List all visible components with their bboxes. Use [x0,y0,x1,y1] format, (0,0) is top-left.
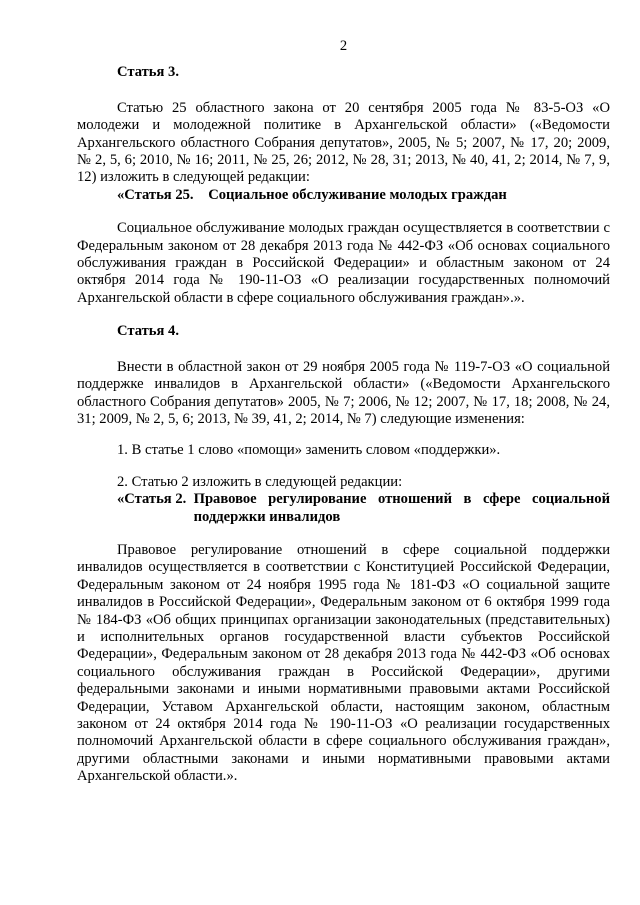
article-2-text: Правовое регулирование отношений в сфере социальной поддержки инвалидов осуществляется в соответствии с Конституцией Российской Федерации, Федеральным законом от 24 ноября 1995 года № 181-ФЗ «О социальной защите инвалидов в Российской Федерации», Федеральным законом от 6 октября 1999 года № 184-ФЗ «Об общих принципах организации законодательных (представительных) и исполнительных органов государственной власти субъектов Российской Федерации», Федеральным законом от 28 декабря 2013 года № 442-ФЗ «Об основах социального обслуживания граждан в Российской Федерации», другими федеральными законами и иными нормативными правовыми актами Российской Федерации, Уставом Архангельской области, настоящим законом, областным законом от 24 октября 2014 года № 190-11-ОЗ «О реализации государственных полномочий Архангельской области в сфере социального обслуживания граждан», другими областными законами и иными нормативными правовыми актами Архангельской области.». [77,541,610,785]
article-4-intro: Внести в областной закон от 29 ноября 2005 года № 119-7-ОЗ «О социальной поддержке инвалидов в Архангельской области» («Ведомости Архангельского областного Собрания депутатов» 2005, № 7; 2006, № 12; 2007, № 17, 18; 2008, № 24, 31; 2009, № 2, 5, 6; 2013, № 39, 41, 2; 2014, № 7) следующие изменения: [77,358,610,427]
article-25-label: «Статья 25. [117,186,194,203]
article-2-title-block [117,491,610,526]
article-4-item-1: 1. В статье 1 слово «помощи» заменить словом «поддержки». [117,442,501,459]
article-3-intro: Статью 25 областного закона от 20 сентября 2005 года № 83-5-ОЗ «О молодежи и молодежной политике в Архангельской области» («Ведомости Архангельского областного Собрания депутатов», 2005, № 5; 2007, № 17, 20; 2009, № 2, 5, 6; 2010, № 16; 2011, № 25, 26; 2012, № 28, 31; 2013, № 40, 41, 2; 2014, № 7, 9, 12) изложить в следующей редакции: [77,99,610,186]
article-4-item-2: 2. Статью 2 изложить в следующей редакции: [117,473,403,490]
article-3-heading: Статья 3. [117,64,179,81]
article-2-label: «Статья 2. [117,491,187,508]
page-number: 2 [339,38,348,54]
article-25-text: Социальное обслуживание молодых граждан осуществляется в соответствии с Федеральным законом от 28 декабря 2013 года № 442-ФЗ «Об основах социального обслуживания граждан в Российской Федерации» и областным законом от 24 октября 2014 года № 190-11-ОЗ «О реализации государственных полномочий Архангельской области в сфере социального обслуживания граждан».». [77,220,610,306]
article-4-heading: Статья 4. [117,323,179,340]
article-25-title-block [117,187,610,204]
article-2-title: Правовое регулирование отношений в сфере социальной поддержки инвалидов [193,491,610,525]
article-25-title: Социальное обслуживание молодых граждан [208,186,507,203]
